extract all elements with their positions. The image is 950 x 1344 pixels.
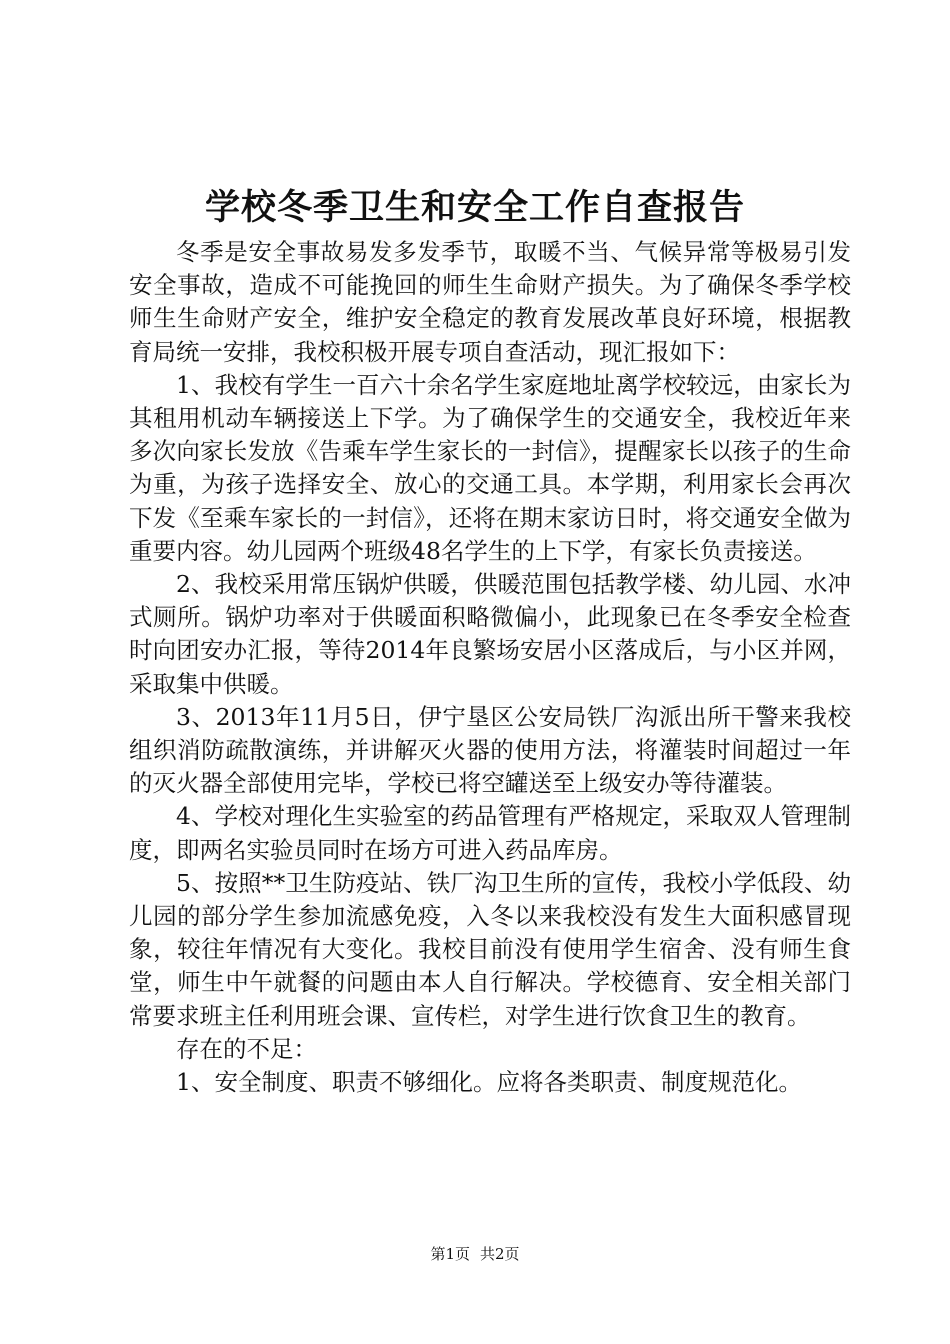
paragraph-shortcomings-heading: 存在的不足： xyxy=(176,1034,317,1063)
page-number: 第1页 xyxy=(430,1245,470,1263)
paragraph-intro: 冬季是安全事故易发多发季节，取暖不当、气候异常等极易引发安全事故，造成不可能挽回的师生生命财产损失。为了确保冬季学校师生生命财产安全，维护安全稳定的教育发展改革良好环境，根据教育局统一安排，我校积极开展专项自查活动，现汇报如下： xyxy=(129,238,851,366)
paragraph-item-2-heating: 2、我校采用常压锅炉供暖，供暖范围包括教学楼、幼儿园、水冲式厕所。锅炉功率对于供暖面积略微偏小，此现象已在冬季安全检查时向团安办汇报，等待2014年良繁场安居小区落成后，与小区并网，采取集中供暖。 xyxy=(129,570,851,698)
paragraph-item-1-transport: 1、我校有学生一百六十余名学生家庭地址离学校较远，由家长为其租用机动车辆接送上下学。为了确保学生的交通安全，我校近年来多次向家长发放《告乘车学生家长的一封信》，提醒家长以孩子的生命为重，为孩子选择安全、放心的交通工具。本学期，利用家长会再次下发《至乘车家长的一封信》，还将在期末家访日时，将交通安全做为重要内容。幼儿园两个班级48名学生的上下学，有家长负责接送。 xyxy=(129,370,851,565)
paragraph-item-5-health: 5、按照**卫生防疫站、铁厂沟卫生所的宣传，我校小学低段、幼儿园的部分学生参加流感免疫，入冬以来我校没有发生大面积感冒现象，较往年情况有大变化。我校目前没有使用学生宿舍、没有师生食堂，师生中午就餐的问题由本人自行解决。学校德育、安全相关部门常要求班主任利用班会课、宣传栏，对学生进行饮食卫生的教育。 xyxy=(129,868,851,1030)
document-title: 学校冬季卫生和安全工作自查报告 xyxy=(204,187,745,228)
paragraph-item-4-lab: 4、学校对理化生实验室的药品管理有严格规定，采取双人管理制度，即两名实验员同时在场方可进入药品库房。 xyxy=(129,802,851,864)
page-total: 共2页 xyxy=(480,1245,520,1263)
document-body xyxy=(129,236,851,1099)
page-footer xyxy=(0,1244,950,1264)
paragraph-shortcoming-1: 1、安全制度、职责不够细化。应将各类职责、制度规范化。 xyxy=(176,1068,802,1097)
paragraph-item-3-fire-drill: 3、2013年11月5日，伊宁垦区公安局铁厂沟派出所干警来我校组织消防疏散演练，并讲解灭火器的使用方法，将灌装时间超过一年的灭火器全部使用完毕，学校已将空罐送至上级安办等待灌装。 xyxy=(129,702,851,798)
